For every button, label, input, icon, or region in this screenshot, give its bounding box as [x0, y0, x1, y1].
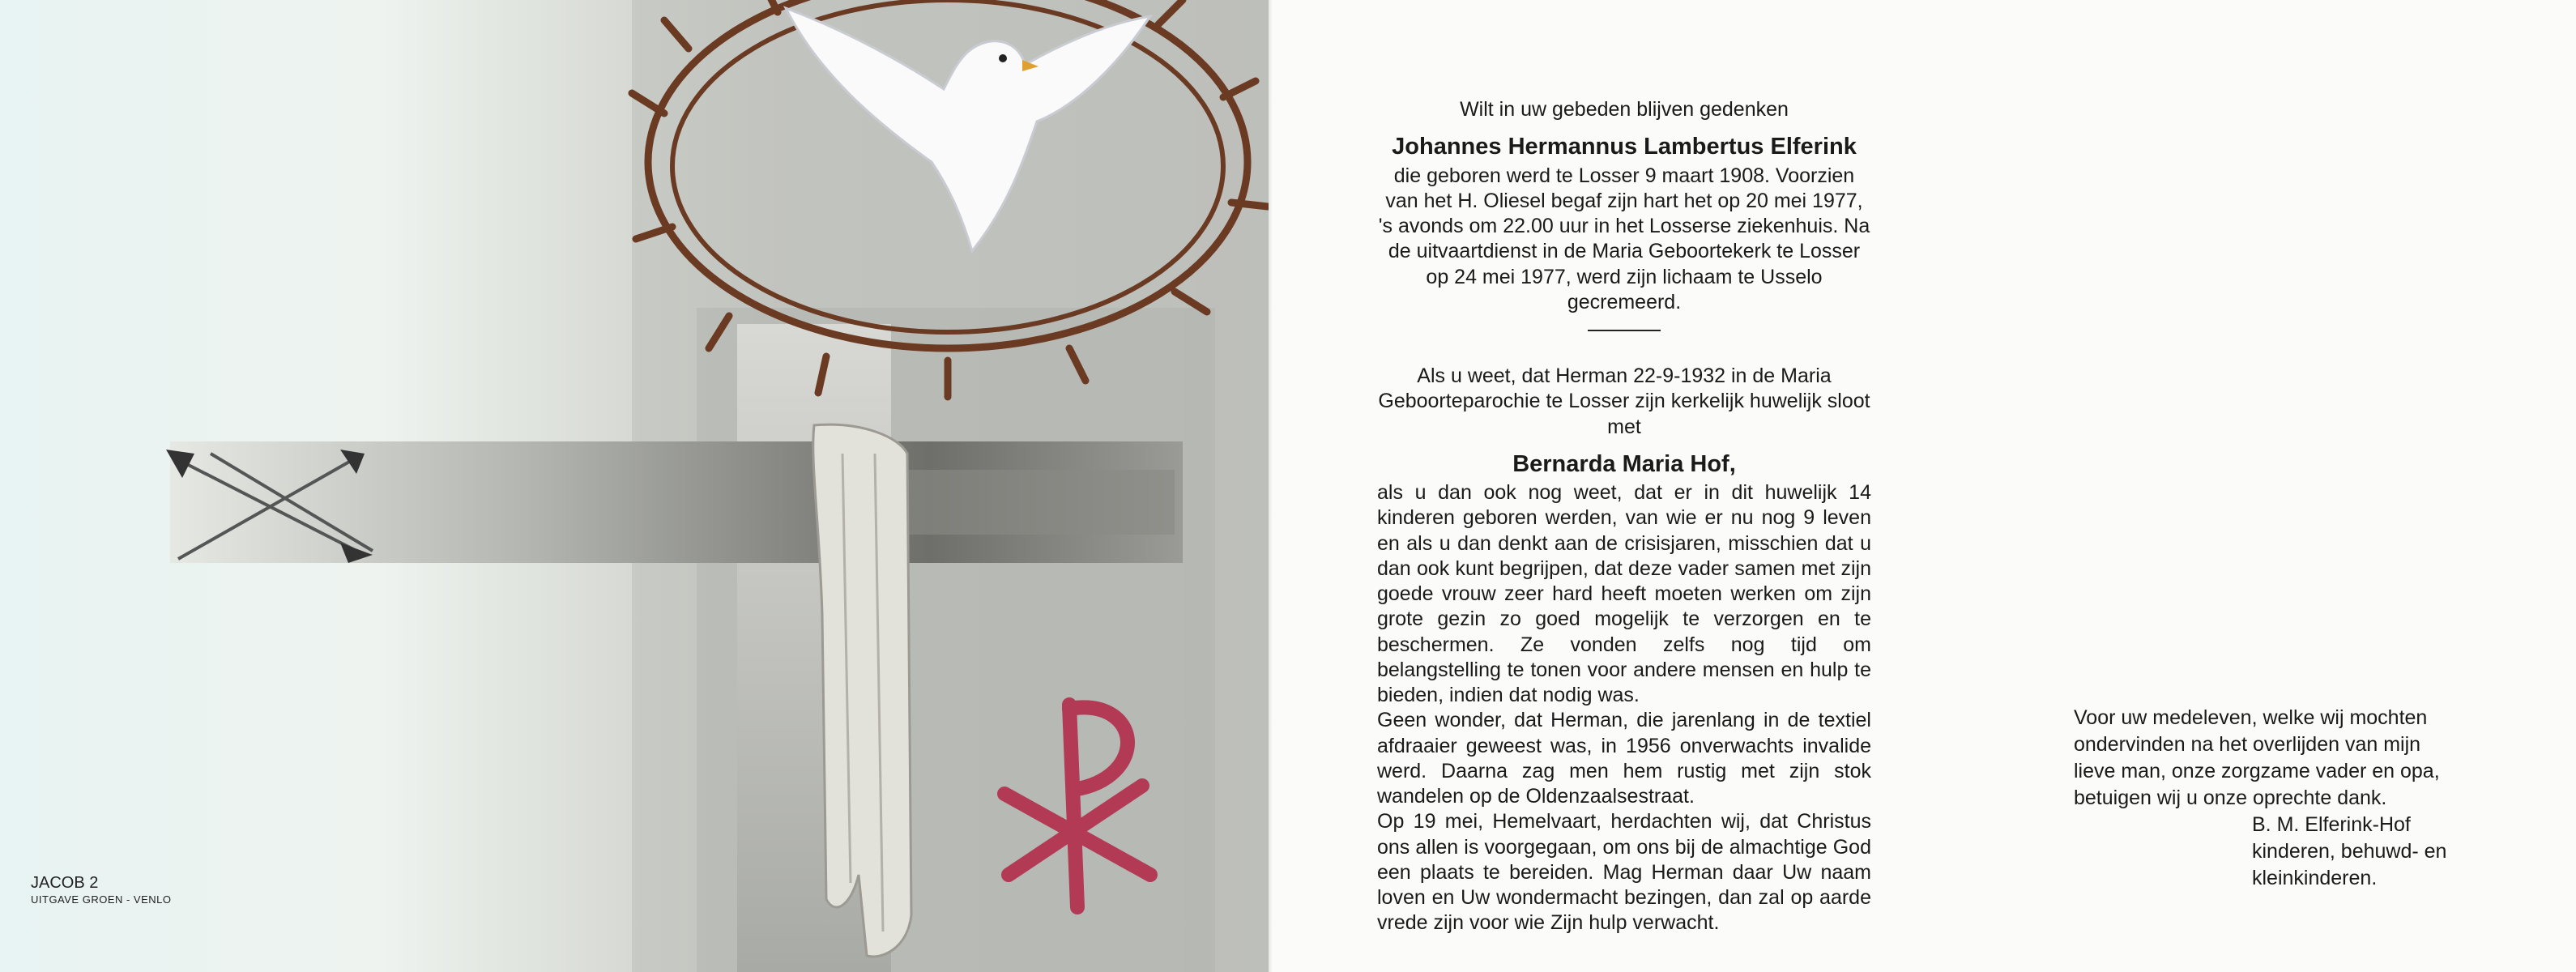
artwork-title: JACOB 2 [31, 874, 99, 893]
holy-card-illustration [0, 0, 1269, 972]
signature-line: B. M. Elferink-Hof [2252, 813, 2411, 836]
bio-paragraph: die geboren werd te Losser 9 maart 1908. Voorzien van het H. Oliesel begaf zijn hart het op 20 mei 1977, 's avonds om 22.00 uur in het Losserse ziekenhuis. Na de uitvaartdienst in de Maria Geboortekerk te Losser op 24 mei 1977, werd zijn lichaam te Usselo gecremeerd. [1378, 164, 1870, 313]
publisher-credit [31, 872, 172, 907]
beam-end [899, 470, 1175, 535]
spouse-name: Bernarda Maria Hof, [1512, 450, 1736, 477]
publisher-name: UITGAVE GROEN - VENLO [31, 893, 172, 906]
thanks-note [2074, 705, 2479, 892]
faith-paragraph: Op 19 mei, Hemelvaart, herdachten wij, dat Christus ons allen is voorgegaan, om ons bij de almachtige God een plaats te bereiden. Mag Herman daar Uw naam loven en Uw wondermacht bezingen, dan zal op aarde vrede zijn voor wie Zijn hulp verwacht. [1377, 810, 1871, 935]
signature-line: kleinkinderen. [2252, 867, 2378, 889]
marriage-paragraph: Als u weet, dat Herman 22-9-1932 in de Maria Geboorteparochie te Losser zijn kerkelijk huwelijk sloot met [1378, 364, 1870, 438]
cross-artwork [0, 0, 1269, 972]
shroud-cloth [813, 424, 911, 957]
family-paragraph: als u dan ook nog weet, dat er in dit huwelijk 14 kinderen geboren werden, van wie er nu nog 9 leven en als u dan denkt aan de crisisjaren, misschien dat u dan ook kunt begrijpen, dat deze vader samen met zijn goede vrouw zeer hard heeft moeten werken om zijn grote gezin zo goed mogelijk te verzorgen en te beschermen. Ze vonden zelfs nog tijd om belangstelling te tonen voor andere mensen en hulp te bieden, indien dat nodig was. [1377, 481, 1871, 706]
divider [1588, 330, 1661, 331]
thanks-line: betuigen wij u onze oprechte dank. [2074, 787, 2387, 809]
signature-line: kinderen, behuwd- en [2252, 840, 2447, 863]
deceased-name: Johannes Hermannus Lambertus Elferink [1392, 134, 1857, 160]
thanks-line: Voor uw medeleven, welke wij mochten [2074, 706, 2428, 729]
card-fold [1269, 0, 1273, 972]
thanks-line: ondervinden na het overlijden van mijn [2074, 733, 2421, 756]
thanks-line: lieve man, onze zorgzame vader en opa, [2074, 760, 2440, 782]
work-paragraph: Geen wonder, dat Herman, die jarenlang in de textiel afdraaier geweest was, in 1956 onverwachts invalide werd. Daarna zag men hem rustig met zijn stok wandelen op de Oldenzaalsestraat. [1377, 709, 1871, 808]
memorial-text [1377, 97, 1871, 936]
intro-line: Wilt in uw gebeden blijven gedenken [1460, 98, 1789, 121]
